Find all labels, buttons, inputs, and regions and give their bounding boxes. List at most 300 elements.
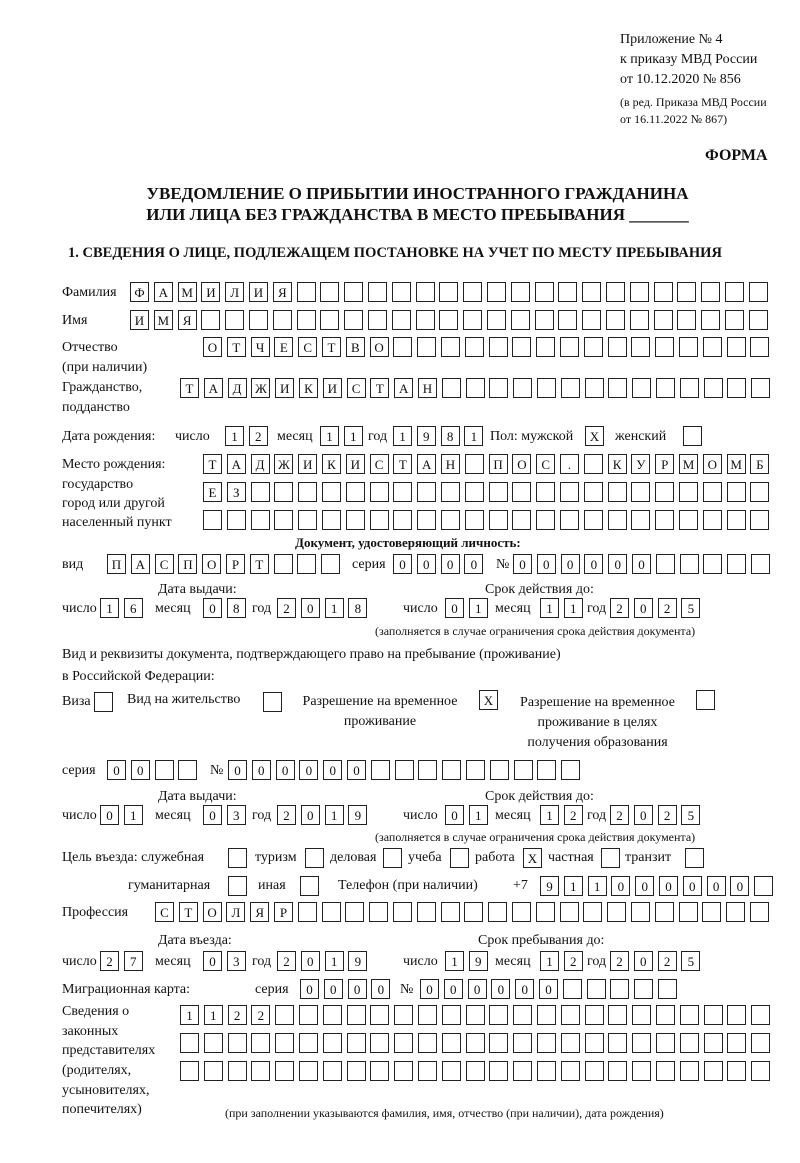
char-cell[interactable] (679, 510, 698, 530)
char-cell[interactable]: 0 (252, 760, 271, 780)
char-cell[interactable]: 2 (251, 1005, 270, 1025)
char-cell[interactable] (561, 1061, 580, 1081)
char-cell[interactable]: Т (322, 337, 341, 357)
char-cell[interactable] (466, 1005, 485, 1025)
char-cell[interactable]: 0 (131, 760, 150, 780)
char-cell[interactable] (275, 1061, 294, 1081)
char-cell[interactable] (704, 1033, 723, 1053)
char-cell[interactable] (439, 310, 458, 330)
char-cell[interactable] (608, 1033, 627, 1053)
char-cell[interactable] (511, 282, 530, 302)
char-cell[interactable] (417, 902, 436, 922)
char-cell[interactable] (300, 876, 319, 896)
char-cell[interactable] (558, 310, 577, 330)
char-cell[interactable] (582, 310, 601, 330)
char-cell[interactable] (632, 1033, 651, 1053)
char-cell[interactable] (536, 902, 555, 922)
char-cell[interactable]: Я (178, 310, 197, 330)
char-cell[interactable] (417, 510, 436, 530)
char-cell[interactable] (465, 454, 484, 474)
char-cell[interactable]: З (227, 482, 246, 502)
char-cell[interactable] (322, 482, 341, 502)
char-cell[interactable] (558, 282, 577, 302)
month-field[interactable] (540, 951, 588, 973)
char-cell[interactable] (512, 337, 531, 357)
char-cell[interactable] (299, 1061, 318, 1081)
char-cell[interactable] (655, 482, 674, 502)
char-cell[interactable]: 1 (325, 951, 344, 971)
char-cell[interactable]: 8 (227, 598, 246, 618)
visa-checkbox[interactable] (94, 692, 118, 714)
birth-place-field-2[interactable] (203, 482, 774, 504)
temp-residence-checkbox[interactable] (479, 690, 503, 712)
char-cell[interactable] (513, 1033, 532, 1053)
char-cell[interactable] (489, 482, 508, 502)
char-cell[interactable] (393, 337, 412, 357)
char-cell[interactable] (537, 760, 556, 780)
char-cell[interactable]: 9 (348, 951, 367, 971)
char-cell[interactable]: 0 (348, 979, 367, 999)
char-cell[interactable]: 1 (393, 426, 412, 446)
char-cell[interactable] (513, 378, 532, 398)
stay-number-field[interactable] (228, 760, 585, 782)
char-cell[interactable] (393, 510, 412, 530)
migration-series-field[interactable] (300, 979, 395, 1001)
char-cell[interactable] (418, 1061, 437, 1081)
char-cell[interactable]: П (178, 554, 197, 574)
char-cell[interactable] (394, 1005, 413, 1025)
char-cell[interactable] (263, 692, 282, 712)
char-cell[interactable] (463, 282, 482, 302)
representatives-field-3[interactable] (180, 1061, 775, 1083)
char-cell[interactable] (701, 282, 720, 302)
char-cell[interactable]: 0 (683, 876, 702, 896)
purpose-business-checkbox[interactable] (383, 848, 407, 870)
char-cell[interactable]: 0 (707, 876, 726, 896)
char-cell[interactable] (632, 1061, 651, 1081)
char-cell[interactable]: И (346, 454, 365, 474)
char-cell[interactable] (561, 760, 580, 780)
char-cell[interactable] (418, 1005, 437, 1025)
char-cell[interactable] (347, 1033, 366, 1053)
char-cell[interactable]: 1 (225, 426, 244, 446)
char-cell[interactable]: С (155, 902, 174, 922)
char-cell[interactable]: Ф (130, 282, 149, 302)
char-cell[interactable] (601, 848, 620, 868)
char-cell[interactable] (418, 760, 437, 780)
char-cell[interactable] (584, 482, 603, 502)
char-cell[interactable] (346, 510, 365, 530)
patronymic-field[interactable] (203, 337, 774, 359)
char-cell[interactable]: Б (750, 454, 769, 474)
char-cell[interactable]: 0 (445, 598, 464, 618)
char-cell[interactable] (727, 1033, 746, 1053)
char-cell[interactable] (439, 282, 458, 302)
char-cell[interactable]: 0 (730, 876, 749, 896)
char-cell[interactable] (703, 554, 722, 574)
char-cell[interactable]: И (130, 310, 149, 330)
char-cell[interactable]: У (631, 454, 650, 474)
char-cell[interactable]: 9 (417, 426, 436, 446)
char-cell[interactable]: 0 (464, 554, 483, 574)
char-cell[interactable] (608, 482, 627, 502)
char-cell[interactable] (275, 1033, 294, 1053)
char-cell[interactable]: 1 (564, 598, 583, 618)
char-cell[interactable]: 9 (540, 876, 559, 896)
char-cell[interactable]: 0 (203, 598, 222, 618)
char-cell[interactable] (251, 510, 270, 530)
char-cell[interactable]: 0 (634, 951, 653, 971)
char-cell[interactable] (418, 1033, 437, 1053)
char-cell[interactable] (512, 510, 531, 530)
char-cell[interactable] (321, 554, 340, 574)
char-cell[interactable] (180, 1061, 199, 1081)
char-cell[interactable] (536, 337, 555, 357)
char-cell[interactable] (204, 1061, 223, 1081)
char-cell[interactable] (606, 282, 625, 302)
char-cell[interactable]: 2 (658, 598, 677, 618)
char-cell[interactable] (511, 310, 530, 330)
char-cell[interactable]: Т (180, 378, 199, 398)
char-cell[interactable] (416, 282, 435, 302)
char-cell[interactable] (537, 1033, 556, 1053)
char-cell[interactable] (560, 482, 579, 502)
char-cell[interactable] (610, 979, 629, 999)
char-cell[interactable] (560, 337, 579, 357)
char-cell[interactable]: Я (250, 902, 269, 922)
char-cell[interactable] (466, 1033, 485, 1053)
char-cell[interactable]: 1 (320, 426, 339, 446)
char-cell[interactable] (344, 310, 363, 330)
char-cell[interactable] (513, 1061, 532, 1081)
char-cell[interactable] (634, 979, 653, 999)
purpose-service-checkbox[interactable] (228, 848, 252, 870)
char-cell[interactable] (535, 310, 554, 330)
char-cell[interactable] (323, 1005, 342, 1025)
char-cell[interactable]: С (155, 554, 174, 574)
char-cell[interactable]: 0 (371, 979, 390, 999)
char-cell[interactable]: 1 (100, 598, 119, 618)
char-cell[interactable] (228, 1061, 247, 1081)
month-field[interactable] (203, 598, 251, 620)
char-cell[interactable] (323, 1061, 342, 1081)
char-cell[interactable] (585, 1061, 604, 1081)
char-cell[interactable]: 6 (124, 598, 143, 618)
char-cell[interactable]: 2 (249, 426, 268, 446)
purpose-transit-checkbox[interactable] (685, 848, 709, 870)
char-cell[interactable]: С (370, 454, 389, 474)
char-cell[interactable] (683, 426, 702, 446)
char-cell[interactable] (465, 482, 484, 502)
char-cell[interactable] (347, 1005, 366, 1025)
char-cell[interactable]: М (727, 454, 746, 474)
char-cell[interactable] (368, 310, 387, 330)
char-cell[interactable] (489, 1061, 508, 1081)
char-cell[interactable]: 1 (588, 876, 607, 896)
char-cell[interactable] (584, 337, 603, 357)
char-cell[interactable]: И (249, 282, 268, 302)
char-cell[interactable]: 0 (441, 554, 460, 574)
char-cell[interactable] (489, 337, 508, 357)
char-cell[interactable] (655, 902, 674, 922)
char-cell[interactable]: 0 (635, 876, 654, 896)
char-cell[interactable] (464, 902, 483, 922)
char-cell[interactable] (585, 1033, 604, 1053)
char-cell[interactable] (727, 378, 746, 398)
char-cell[interactable] (679, 337, 698, 357)
char-cell[interactable] (751, 1005, 770, 1025)
year-field[interactable] (277, 805, 372, 827)
char-cell[interactable]: 0 (539, 979, 558, 999)
char-cell[interactable] (749, 310, 768, 330)
char-cell[interactable]: Д (251, 454, 270, 474)
char-cell[interactable] (203, 510, 222, 530)
char-cell[interactable] (299, 1005, 318, 1025)
char-cell[interactable] (608, 337, 627, 357)
char-cell[interactable]: М (154, 310, 173, 330)
char-cell[interactable] (370, 482, 389, 502)
representatives-field-2[interactable] (180, 1033, 775, 1055)
char-cell[interactable] (696, 690, 715, 710)
char-cell[interactable] (347, 1061, 366, 1081)
char-cell[interactable]: 1 (204, 1005, 223, 1025)
char-cell[interactable] (394, 1061, 413, 1081)
char-cell[interactable]: 2 (564, 805, 583, 825)
char-cell[interactable] (417, 337, 436, 357)
char-cell[interactable] (654, 282, 673, 302)
char-cell[interactable]: 0 (468, 979, 487, 999)
char-cell[interactable] (180, 1033, 199, 1053)
char-cell[interactable] (441, 902, 460, 922)
char-cell[interactable]: 0 (301, 598, 320, 618)
char-cell[interactable]: 0 (659, 876, 678, 896)
char-cell[interactable]: П (107, 554, 126, 574)
char-cell[interactable]: 0 (444, 979, 463, 999)
char-cell[interactable] (392, 310, 411, 330)
purpose-other-checkbox[interactable] (300, 876, 324, 898)
char-cell[interactable] (274, 510, 293, 530)
char-cell[interactable]: С (347, 378, 366, 398)
char-cell[interactable] (201, 310, 220, 330)
char-cell[interactable] (679, 902, 698, 922)
char-cell[interactable] (227, 510, 246, 530)
char-cell[interactable]: X (479, 690, 498, 710)
char-cell[interactable]: 0 (611, 876, 630, 896)
char-cell[interactable] (704, 378, 723, 398)
phone-field[interactable] (540, 876, 778, 898)
char-cell[interactable] (608, 1061, 627, 1081)
char-cell[interactable]: Т (370, 378, 389, 398)
purpose-private-checkbox[interactable] (601, 848, 625, 870)
char-cell[interactable] (677, 282, 696, 302)
char-cell[interactable] (322, 510, 341, 530)
char-cell[interactable] (632, 378, 651, 398)
char-cell[interactable] (305, 848, 324, 868)
char-cell[interactable] (606, 310, 625, 330)
char-cell[interactable] (727, 1005, 746, 1025)
id-series-field[interactable] (393, 554, 488, 576)
char-cell[interactable]: 2 (658, 951, 677, 971)
char-cell[interactable] (727, 482, 746, 502)
char-cell[interactable] (749, 282, 768, 302)
char-cell[interactable] (685, 848, 704, 868)
char-cell[interactable] (441, 482, 460, 502)
representatives-field-1[interactable] (180, 1005, 775, 1027)
char-cell[interactable] (345, 902, 364, 922)
char-cell[interactable]: 1 (540, 805, 559, 825)
char-cell[interactable]: 0 (584, 554, 603, 574)
char-cell[interactable] (727, 337, 746, 357)
char-cell[interactable]: И (201, 282, 220, 302)
char-cell[interactable]: О (703, 454, 722, 474)
char-cell[interactable] (274, 554, 293, 574)
char-cell[interactable]: К (608, 454, 627, 474)
char-cell[interactable] (487, 282, 506, 302)
char-cell[interactable] (704, 1005, 723, 1025)
char-cell[interactable] (346, 482, 365, 502)
char-cell[interactable]: А (417, 454, 436, 474)
char-cell[interactable] (583, 902, 602, 922)
char-cell[interactable] (677, 310, 696, 330)
char-cell[interactable] (320, 310, 339, 330)
char-cell[interactable] (178, 760, 197, 780)
char-cell[interactable] (703, 510, 722, 530)
char-cell[interactable] (750, 337, 769, 357)
id-type-field[interactable] (107, 554, 345, 576)
char-cell[interactable] (392, 282, 411, 302)
char-cell[interactable] (395, 760, 414, 780)
char-cell[interactable] (537, 1061, 556, 1081)
char-cell[interactable]: 0 (393, 554, 412, 574)
char-cell[interactable] (251, 1033, 270, 1053)
char-cell[interactable] (370, 1061, 389, 1081)
char-cell[interactable]: А (394, 378, 413, 398)
char-cell[interactable]: 1 (469, 805, 488, 825)
char-cell[interactable]: 5 (681, 598, 700, 618)
char-cell[interactable] (298, 902, 317, 922)
char-cell[interactable] (489, 1033, 508, 1053)
char-cell[interactable]: 7 (124, 951, 143, 971)
char-cell[interactable] (489, 510, 508, 530)
char-cell[interactable] (751, 1033, 770, 1053)
char-cell[interactable]: 2 (228, 1005, 247, 1025)
char-cell[interactable] (725, 282, 744, 302)
char-cell[interactable]: 0 (299, 760, 318, 780)
char-cell[interactable]: 2 (277, 951, 296, 971)
char-cell[interactable] (370, 1005, 389, 1025)
char-cell[interactable] (680, 554, 699, 574)
char-cell[interactable] (751, 378, 770, 398)
char-cell[interactable] (297, 554, 316, 574)
birth-place-field-1[interactable] (203, 454, 774, 476)
char-cell[interactable] (275, 1005, 294, 1025)
char-cell[interactable]: И (323, 378, 342, 398)
char-cell[interactable] (490, 760, 509, 780)
char-cell[interactable]: 0 (417, 554, 436, 574)
char-cell[interactable] (251, 482, 270, 502)
char-cell[interactable] (631, 337, 650, 357)
char-cell[interactable]: А (131, 554, 150, 574)
char-cell[interactable] (535, 282, 554, 302)
char-cell[interactable] (344, 282, 363, 302)
char-cell[interactable]: X (523, 848, 542, 868)
char-cell[interactable] (274, 482, 293, 502)
sex-male-checkbox[interactable] (585, 426, 609, 448)
char-cell[interactable]: Т (203, 454, 222, 474)
day-field[interactable] (100, 805, 148, 827)
char-cell[interactable] (703, 337, 722, 357)
char-cell[interactable]: 1 (464, 426, 483, 446)
char-cell[interactable]: Т (393, 454, 412, 474)
month-field[interactable] (540, 598, 588, 620)
char-cell[interactable] (394, 1033, 413, 1053)
char-cell[interactable] (725, 310, 744, 330)
surname-field[interactable] (130, 282, 773, 304)
char-cell[interactable] (320, 282, 339, 302)
char-cell[interactable]: 2 (610, 598, 629, 618)
char-cell[interactable] (751, 554, 770, 574)
char-cell[interactable]: . (560, 454, 579, 474)
char-cell[interactable]: 0 (515, 979, 534, 999)
day-field[interactable] (445, 598, 493, 620)
char-cell[interactable]: X (585, 426, 604, 446)
char-cell[interactable] (656, 554, 675, 574)
char-cell[interactable]: Л (225, 282, 244, 302)
migration-number-field[interactable] (420, 979, 682, 1001)
char-cell[interactable] (489, 1005, 508, 1025)
char-cell[interactable]: Д (228, 378, 247, 398)
char-cell[interactable]: Н (441, 454, 460, 474)
char-cell[interactable]: 0 (420, 979, 439, 999)
char-cell[interactable] (585, 1005, 604, 1025)
char-cell[interactable]: 0 (301, 951, 320, 971)
char-cell[interactable]: 0 (634, 598, 653, 618)
char-cell[interactable] (442, 1061, 461, 1081)
residence-permit-checkbox[interactable] (263, 692, 287, 714)
char-cell[interactable] (656, 378, 675, 398)
char-cell[interactable]: 1 (540, 598, 559, 618)
char-cell[interactable]: М (178, 282, 197, 302)
char-cell[interactable]: О (203, 902, 222, 922)
char-cell[interactable] (680, 378, 699, 398)
char-cell[interactable] (582, 282, 601, 302)
char-cell[interactable]: 1 (344, 426, 363, 446)
char-cell[interactable]: 1 (124, 805, 143, 825)
char-cell[interactable] (607, 902, 626, 922)
char-cell[interactable]: 2 (658, 805, 677, 825)
char-cell[interactable] (512, 482, 531, 502)
month-field[interactable] (203, 951, 251, 973)
char-cell[interactable] (585, 378, 604, 398)
char-cell[interactable] (466, 760, 485, 780)
char-cell[interactable]: Е (274, 337, 293, 357)
char-cell[interactable] (750, 482, 769, 502)
char-cell[interactable] (537, 378, 556, 398)
char-cell[interactable]: 0 (608, 554, 627, 574)
char-cell[interactable]: 0 (561, 554, 580, 574)
char-cell[interactable]: А (204, 378, 223, 398)
char-cell[interactable]: Т (227, 337, 246, 357)
char-cell[interactable]: Ч (251, 337, 270, 357)
char-cell[interactable]: 3 (227, 951, 246, 971)
char-cell[interactable] (228, 1033, 247, 1053)
char-cell[interactable] (513, 1005, 532, 1025)
char-cell[interactable]: 2 (564, 951, 583, 971)
char-cell[interactable] (656, 1061, 675, 1081)
char-cell[interactable]: К (299, 378, 318, 398)
char-cell[interactable]: Е (203, 482, 222, 502)
char-cell[interactable] (417, 482, 436, 502)
